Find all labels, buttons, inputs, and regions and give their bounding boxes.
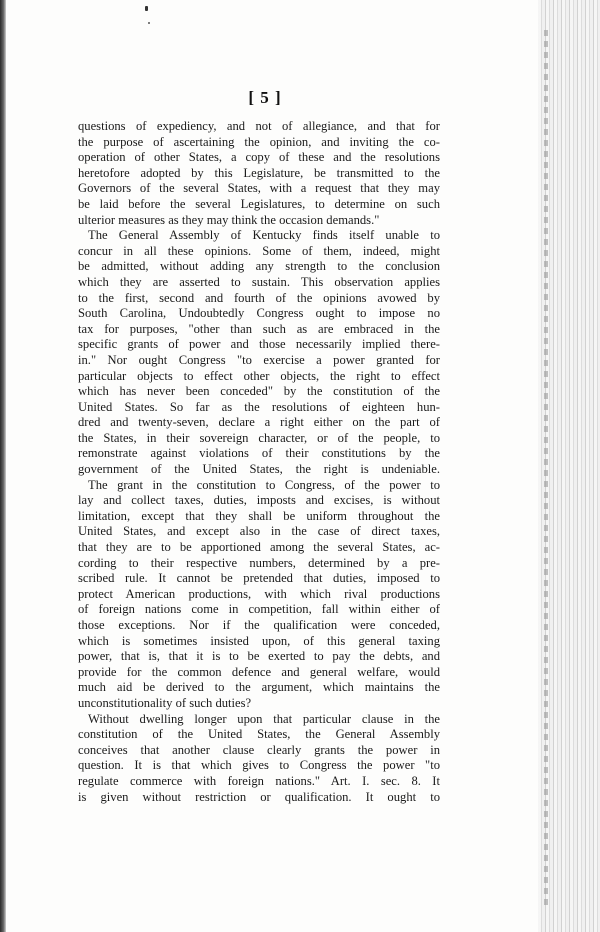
text-line: concur in all these opinions. Some of them, indeed, might	[78, 243, 440, 258]
paragraph	[78, 228, 440, 478]
text-line: protect American productions, with which rival productions	[78, 586, 440, 601]
text-line: questions of expediency, and not of allegiance, and that for	[78, 119, 440, 133]
text-line: remonstrate against violations of their constitutions by the	[78, 446, 440, 461]
text-line: that they are to be apportioned among the several States, ac-	[78, 540, 440, 555]
page-edge-marks	[544, 30, 548, 910]
ink-speck	[148, 22, 150, 24]
text-line: lay and collect taxes, duties, imposts and excises, is without	[78, 493, 440, 508]
text-line: operation of other States, a copy of these and the resolutions	[78, 150, 440, 165]
body-text	[78, 119, 440, 805]
text-line: Without dwelling longer upon that particular clause in the	[88, 711, 440, 726]
ink-speck	[145, 6, 148, 11]
text-line: the purpose of ascertaining the opinion, and inviting the co-	[78, 134, 440, 149]
text-line: specific grants of power and those necessarily implied there-	[78, 337, 440, 352]
text-line: which has never been conceded" by the constitution of the	[78, 384, 440, 399]
text-line: is given without restriction or qualification. It ought to	[78, 789, 440, 804]
text-line: to the first, second and fourth of the opinions avowed by	[78, 290, 440, 305]
text-line: United States. So far as the resolutions of eighteen hun-	[78, 399, 440, 414]
text-line: heretofore adopted by this Legislature, be transmitted to the	[78, 165, 440, 180]
text-line: unconstitutionality of such duties?	[78, 695, 252, 710]
text-line: tax for purposes, "other than such as are embraced in the	[78, 321, 440, 336]
text-line: South Carolina, Undoubtedly Congress ought to impose no	[78, 306, 440, 321]
text-line: conceives that another clause clearly grants the power in	[78, 742, 440, 757]
text-line: limitation, except that they shall be uniform throughout the	[78, 508, 440, 523]
text-line: scribed rule. It cannot be pretended that duties, imposed to	[78, 571, 440, 586]
text-line: constitution of the United States, the General Assembly	[78, 727, 440, 742]
text-line: dred and twenty-seven, declare a right either on the part of	[78, 415, 440, 430]
text-line: ulterior measures as they may think the occasion demands."	[78, 212, 380, 227]
text-line: be admitted, without adding any strength to the conclusion	[78, 259, 440, 274]
text-line: cording to their respective numbers, determined by a pre-	[78, 555, 440, 570]
text-line: Governors of the several States, with a request that they may	[78, 181, 440, 196]
text-line: regulate commerce with foreign nations." Art. I. sec. 8. It	[78, 773, 440, 788]
text-line: power, that is, that it is to be exerted to pay the debts, and	[78, 649, 440, 664]
text-line: of foreign nations come in competition, fall within either of	[78, 602, 440, 617]
page-number: [ 5 ]	[248, 88, 282, 107]
text-line: The General Assembly of Kentucky finds itself unable to	[88, 228, 440, 243]
binding-edge	[0, 0, 6, 932]
paragraph	[78, 478, 440, 712]
text-line: in." Nor ought Congress "to exercise a power granted for	[78, 352, 440, 367]
text-line: much aid be derived to the argument, which maintains the	[78, 680, 440, 695]
text-line: which is sometimes insisted upon, of this general taxing	[78, 633, 440, 648]
text-line: be laid before the several Legislatures, to determine on such	[78, 196, 440, 211]
text-line: those exceptions. Nor if the qualification were conceded,	[78, 618, 440, 632]
text-line: particular objects to effect other objects, the right to effect	[78, 368, 440, 383]
paragraph	[78, 712, 440, 806]
text-line: provide for the common defence and general welfare, would	[78, 664, 440, 679]
text-line: United States, and except also in the case of direct taxes,	[78, 524, 440, 539]
text-line: The grant in the constitution to Congress, of the power to	[88, 477, 440, 492]
text-line: government of the United States, the right is undeniable.	[78, 462, 440, 477]
paragraph	[78, 119, 440, 228]
text-line: the States, in their sovereign character, or of the people, to	[78, 430, 440, 445]
text-line: question. It is that which gives to Congress the power "to	[78, 758, 440, 773]
text-line: which they are asserted to sustain. This observation applies	[78, 274, 440, 289]
